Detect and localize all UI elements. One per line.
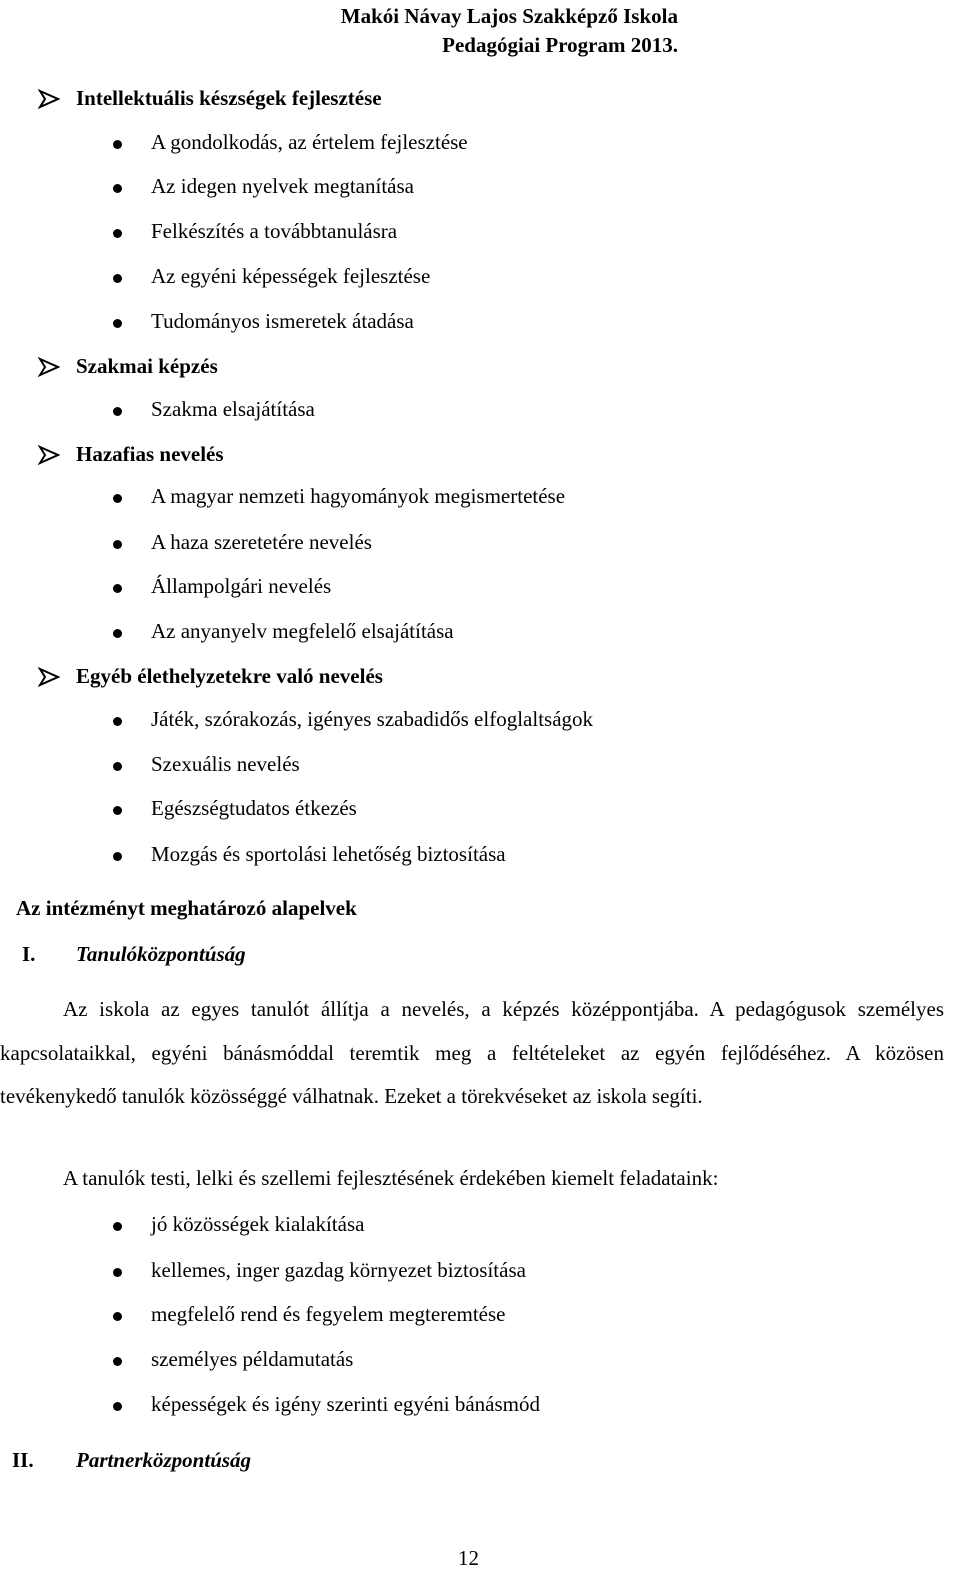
list-item: megfelelő rend és fegyelem megteremtése [151, 1302, 506, 1326]
bullet-dot-icon [113, 1268, 122, 1277]
arrow-bullet-icon [38, 357, 60, 377]
bullet-dot-icon [113, 319, 122, 328]
list-item: Szakma elsajátítása [151, 397, 315, 421]
bullet-dot-icon [113, 1357, 122, 1366]
bullet-dot-icon [113, 584, 122, 593]
list-item: Az anyanyelv megfelelő elsajátítása [151, 619, 454, 643]
arrow-bullet-icon [38, 89, 60, 109]
list-item: A haza szeretetére nevelés [151, 530, 372, 554]
list-item: Az idegen nyelvek megtanítása [151, 174, 414, 198]
bullet-dot-icon [113, 852, 122, 861]
principle-title: Partnerközpontúság [76, 1448, 252, 1472]
list-item: Szexuális nevelés [151, 752, 300, 776]
list-item: Játék, szórakozás, igényes szabadidős elfoglaltságok [151, 707, 594, 731]
group-title-vocational: Szakmai képzés [76, 354, 218, 378]
page-number: 12 [458, 1546, 479, 1570]
list-item: képességek és igény szerinti egyéni bánásmód [151, 1392, 540, 1416]
list-item: személyes példamutatás [151, 1347, 354, 1371]
principle-numeral: I. [22, 942, 36, 966]
list-item: Állampolgári nevelés [151, 574, 332, 598]
bullet-dot-icon [113, 1312, 122, 1321]
arrow-bullet-icon [38, 667, 60, 687]
group-title-patriotic: Hazafias nevelés [76, 442, 224, 466]
bullet-dot-icon [113, 407, 122, 416]
bullet-dot-icon [113, 184, 122, 193]
list-item: Mozgás és sportolási lehetőség biztosítása [151, 842, 506, 866]
list-item: Egészségtudatos étkezés [151, 796, 357, 820]
principle-title: Tanulóközpontúság [76, 942, 246, 966]
bullet-dot-icon [113, 717, 122, 726]
list-item: A gondolkodás, az értelem fejlesztése [151, 130, 468, 154]
list-item: Az egyéni képességek fejlesztése [151, 264, 431, 288]
list-item: Felkészítés a továbbtanulásra [151, 219, 398, 243]
page-header [341, 2, 678, 60]
tasks-lead: A tanulók testi, lelki és szellemi fejlesztésének érdekében kiemelt feladataink: [63, 1166, 719, 1190]
group-title-intellectual: Intellektuális készségek fejlesztése [76, 86, 382, 110]
bullet-dot-icon [113, 1222, 122, 1231]
bullet-dot-icon [113, 762, 122, 771]
header-school-name: Makói Návay Lajos Szakképző Iskola [340, 4, 678, 28]
group-title-life-situations: Egyéb élethelyzetekre való nevelés [76, 664, 383, 688]
bullet-dot-icon [113, 494, 122, 503]
bullet-dot-icon [113, 629, 122, 638]
principle-paragraph [0, 988, 944, 1119]
list-item: kellemes, inger gazdag környezet biztosítása [151, 1258, 526, 1282]
bullet-dot-icon [113, 540, 122, 549]
bullet-dot-icon [113, 806, 122, 815]
bullet-dot-icon [113, 140, 122, 149]
bullet-dot-icon [113, 274, 122, 283]
principle-numeral: II. [12, 1448, 34, 1472]
bullet-dot-icon [113, 229, 122, 238]
header-program-title: Pedagógiai Program 2013. [442, 33, 678, 57]
paragraph-text: Az iskola az egyes tanulót állítja a nevelés, a képzés középpontjába. A pedagógusok személyes kapcsolataikkal, egyéni bánásmóddal teremtik meg a feltételeket az egyén fejlődéséhez. A közösen tevékenykedő tanulók közösséggé válhatnak. Ezeket a törekvéseket az iskola segíti. [0, 997, 944, 1108]
list-item: jó közösségek kialakítása [151, 1212, 365, 1236]
arrow-bullet-icon [38, 445, 60, 465]
section-heading: Az intézményt meghatározó alapelvek [16, 896, 357, 920]
list-item: Tudományos ismeretek átadása [151, 309, 414, 333]
list-item: A magyar nemzeti hagyományok megismertetése [151, 484, 566, 508]
bullet-dot-icon [113, 1402, 122, 1411]
